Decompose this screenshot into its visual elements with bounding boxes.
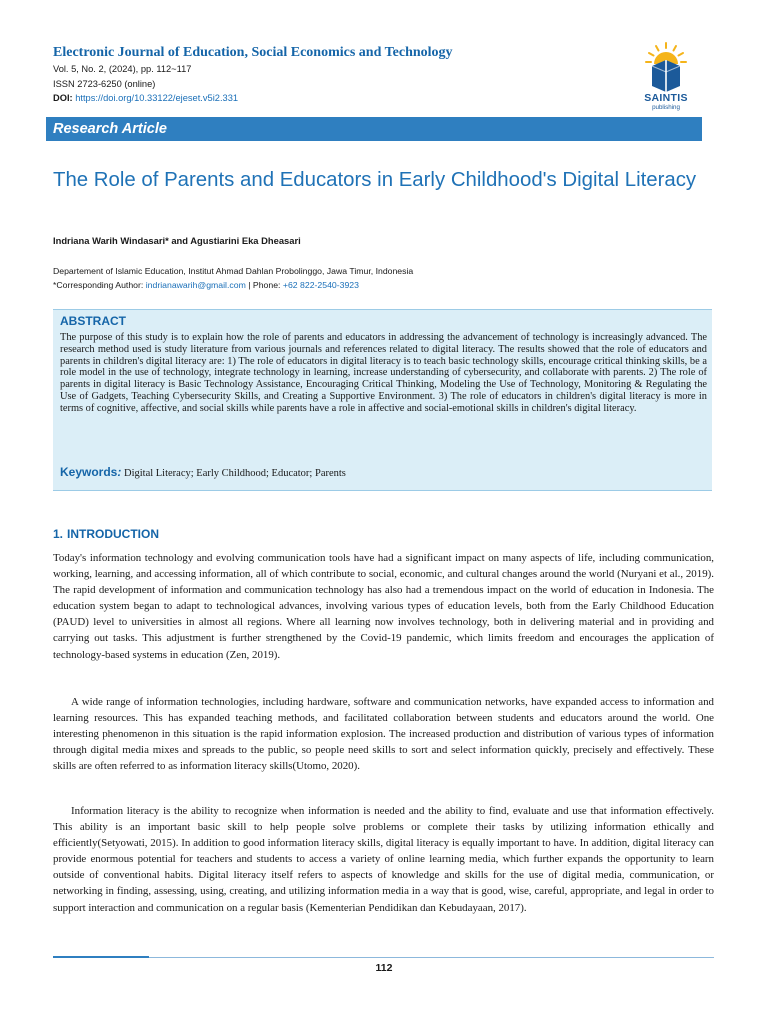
publisher-name: SAINTIS [644, 92, 688, 104]
paper-title: The Role of Parents and Educators in Early Childhood's Digital Literacy [53, 169, 697, 191]
abstract-box [53, 309, 712, 491]
publisher-logo [636, 42, 696, 116]
section-number: 1. [53, 527, 64, 541]
section-title: INTRODUCTION [67, 527, 160, 541]
keywords-value: Digital Literacy; Early Childhood; Educator; Parents [123, 468, 346, 479]
separator: | [248, 280, 251, 290]
article-type-band [46, 117, 702, 141]
phone-label: Phone: [252, 280, 281, 290]
corresponding-label: *Corresponding Author: [53, 280, 144, 290]
section-heading-introduction [53, 527, 163, 541]
journal-header [53, 44, 633, 106]
doi-line [53, 91, 633, 106]
article-type: Research Article [53, 121, 167, 137]
footer-rule-accent [53, 956, 149, 958]
body-paragraph: Information literacy is the ability to recognize when information is needed and the ability to find, evaluate and use that information effectively. This ability is an important basic skill to help people solve problems or complete their tasks by utilizing information ethically and efficiently(Setyowati, 2015). In addition to good information literacy skills, digital literacy is equally important to have. In addition, digital literacy can provide enormous potential for teachers and students to access a variety of online learning media, which further expands the opportunity to learn outside of conventional habits. Digital literacy itself refers to aspects of knowledge and skills for the use of digital media, communication, or networking in finding, assessing, using, creating, and utilizing information media in a way that is good, wise, careful, appropriate, and legal in order to support interaction and communication on a regular basis (Kementerian Pendidikan dan Kebudayaan, 2017). [53, 805, 714, 914]
affiliation: Departement of Islamic Education, Institut Ahmad Dahlan Probolinggo, Jawa Timur, Indonesia [53, 266, 414, 276]
footer-rule [53, 957, 714, 958]
keywords-line [60, 465, 346, 479]
corresponding-phone[interactable]: +62 822-2540-3923 [282, 280, 359, 290]
journal-volume: Vol. 5, No. 2, (2024), pp. 112~117 [53, 64, 192, 74]
keywords-label: Keywords: [60, 465, 122, 479]
journal-issn: ISSN 2723-6250 (online) [53, 78, 156, 89]
corresponding-author [53, 278, 703, 292]
page-number: 112 [375, 962, 393, 974]
doi-label: DOI: [53, 93, 73, 103]
body-paragraph: Today's information technology and evolving communication tools have had a significant impact on many aspects of life, including communication, working, learning, and accessing information, all of which contribute to social, economic, and cultural changes around the world (Nuryani et al., 2019). The rapid development of information and communication technology has also had a tremendous impact on the world of education in Indonesia. The education system began to adapt to technological advances, involving various types of education levels, both from the Early Childhood Education (PAUD) level to universities in almost all regions. Where all learning now involves technology, both in delivering material and in providing and carrying out tasks. This adjustment is further strengthened by the Covid-19 pandemic, which limits freedom and encourages the application of technology-based systems in education (Zen, 2019). [53, 552, 714, 661]
body-paragraph: A wide range of information technologies, including hardware, software and communication networks, have expanded access to information and learning resources. This has expanded teaching methods, and facilitated collaboration between students and educators around the world. One interesting phenomenon in this situation is the rapid information explosion. The increased production and distribution of various types of information through digital media mixes and spreads to the public, so people need skills to sort and select information quickly, precisely and effectively. These skills are often referred to as information literacy skills(Utomo, 2020). [53, 696, 714, 773]
corresponding-email[interactable]: indrianawarih@gmail.com [145, 280, 246, 290]
journal-name: Electronic Journal of Education, Social Economics and Technology [53, 45, 453, 60]
authors: Indriana Warih Windasari* and Agustiarini Eka Dheasari [53, 235, 301, 246]
affiliation-block [53, 264, 703, 292]
doi-link[interactable]: https://doi.org/10.33122/ejeset.v5i2.331 [75, 93, 239, 103]
saintis-logo-icon [644, 42, 688, 92]
abstract-text: The purpose of this study is to explain how the role of parents and educators in addressing the advancement of technology is increasingly advanced. The research method used is study literature from various journals and references related to digital literacy. The results showed that the role of educators and parents in children's digital literacy are: 1) The role of educators in digital literacy is to teach basic technology skills, encourage critical thinking skills, be a role model in the use of technology, integrate technology in learning, increase understanding of cybersecurity, and collaborate with parents. 2) The role of parents in digital literacy is Basic Technology Assistance, Encouraging Critical Thinking, Modeling the Use of Technology, Monitoring & Regulating the Use of Gadgets, Teaching Cybersecurity Skills, and Creating a Supportive Environment. 3) The role of educators in children's digital literacy is more in terms of cognitive, affective, and social skills while parents have a role in affective and social-emotional skills in children's digital literacy. [60, 332, 707, 414]
abstract-heading: ABSTRACT [60, 314, 126, 328]
publisher-sub: publishing [652, 104, 680, 111]
